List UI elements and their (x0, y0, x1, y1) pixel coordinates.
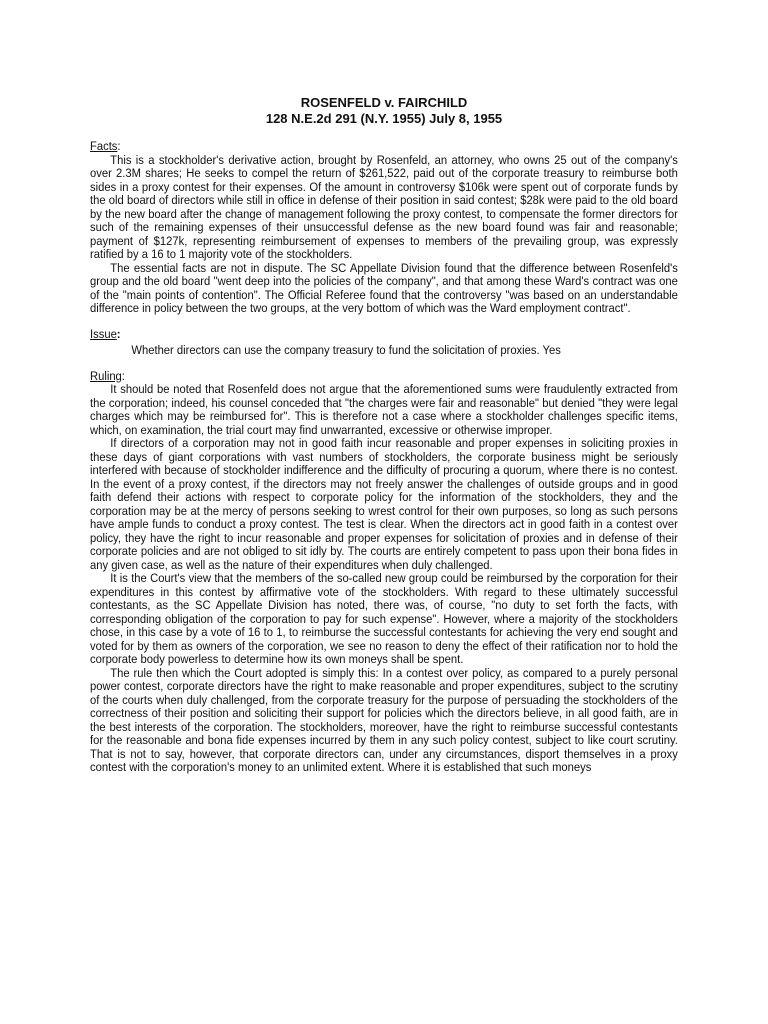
facts-colon: : (117, 139, 121, 153)
ruling-paragraph-2: If directors of a corporation may not in good faith incur reasonable and proper expenses in soliciting proxies in these days of giant corporations with vast numbers of stockholders, the corporate business might be seriously interfered with because of stockholder indifference and the difficulty of procuring a quorum, where there is no contest. In the event of a proxy contest, if the directors may not freely answer the challenges of outside groups and in good faith defend their actions with respect to corporate policy for the information of the stockholders, they and the corporation may be at the mercy of persons seeking to wrest control for their own purposes, so long as such persons have ample funds to conduct a proxy contest. The test is clear. When the directors act in good faith in a contest over policy, they have the right to incur reasonable and proper expenses for solicitation of proxies and in defense of their corporate policies and are not obliged to sit idly by. The courts are entirely competent to pass upon their bona fides in any given case, as well as the nature of their expenditures when duly challenged. (90, 436, 678, 572)
facts-label: Facts (90, 139, 118, 153)
document-body (90, 140, 678, 775)
facts-paragraph-2: The essential facts are not in dispute. The SC Appellate Division found that the difference between Rosenfeld's group and the old board "went deep into the policies of the company", and that among these Ward's contract was one of the "main points of contention". The Official Referee found that the controversy "was based on an understandable difference in policy between the two groups, at the very bottom of which was the Ward employment contract". (90, 260, 678, 315)
case-title: ROSENFELD v. FAIRCHILD (300, 95, 468, 110)
issue-colon: : (116, 326, 121, 341)
ruling-paragraph-4: The rule then which the Court adopted is simply this: In a contest over policy, as compared to a purely personal power contest, corporate directors have the right to make reasonable and proper expenditures, subject to the scrutiny of the courts when duly challenged, from the corporate treasury for the purpose of persuading the stockholders of the correctness of their position and soliciting their support for policies which the directors believe, in all good faith, are in the best interests of the corporation. The stockholders, moreover, have the right to reimburse successful contestants for the reasonable and bona fide expenses incurred by them in any such policy contest, subject to like court scrutiny. That is not to say, however, that corporate directors can, under any circumstances, disport themselves in a proxy contest with the corporation's money to an unlimited extent. Where it is established that such moneys (90, 665, 678, 774)
case-header (0, 95, 768, 127)
case-citation: 128 N.E.2d 291 (N.Y. 1955) July 8, 1955 (265, 111, 503, 126)
ruling-heading (90, 370, 678, 384)
facts-paragraph-1: This is a stockholder's derivative action, brought by Rosenfeld, an attorney, who owns 25 out of the company's over 2.3M shares; He seeks to compel the return of $261,522, paid out of the corporate treasury to reimburse both sides in a proxy contest for their expenses. Of the amount in controversy $106k were spent out of corporate funds by the old board of directors while still in office in defense of their position in said contest; $28k were paid to the old board by the new board after the change of management following the proxy contest, to compensate the former directors for such of the remaining expenses of their unsuccessful defense as the new board found was fair and reasonable; payment of $127k, representing reimbursement of expenses to members of the prevailing group, was expressly ratified by a 16 to 1 majority vote of the stockholders. (90, 152, 678, 261)
ruling-section (90, 370, 678, 775)
ruling-colon: : (121, 368, 125, 383)
ruling-paragraph-1: It should be noted that Rosenfeld does not argue that the aforementioned sums were fraudulently extracted from the corporation; indeed, his counsel conceded that "the charges were fair and reasonable" but denied "they were legal charges which may be reimbursed for". This is therefore not a case where a stockholder challenges specific items, which, on examination, the trial court may find unwarranted, excessive or otherwise improper. (90, 382, 678, 437)
issue-label: Issue (90, 326, 117, 341)
facts-section (90, 140, 678, 316)
ruling-paragraph-3: It is the Court's view that the members of the so-called new group could be reimbursed by the corporation for their expenditures in this contest by affirmative vote of the stockholders. With regard to these ultimately successful contestants, as the SC Appellate Division has noted, there was, of course, "no duty to set forth the facts, with corresponding obligation of the corporation to pay for such expense". However, where a majority of the stockholders chose, in this case by a vote of 16 to 1, to reimburse the successful contestants for achieving the very end sought and voted for by them as owners of the corporation, we see no reason to deny the effect of their ratification nor to hold the corporate body powerless to determine how its own moneys shall be spent. (90, 571, 678, 666)
issue-text: Whether directors can use the company treasury to fund the solicitation of proxies. Yes (131, 343, 561, 357)
ruling-label: Ruling (90, 368, 122, 383)
facts-heading (90, 140, 678, 154)
issue-section (90, 328, 678, 358)
issue-heading (90, 328, 678, 342)
